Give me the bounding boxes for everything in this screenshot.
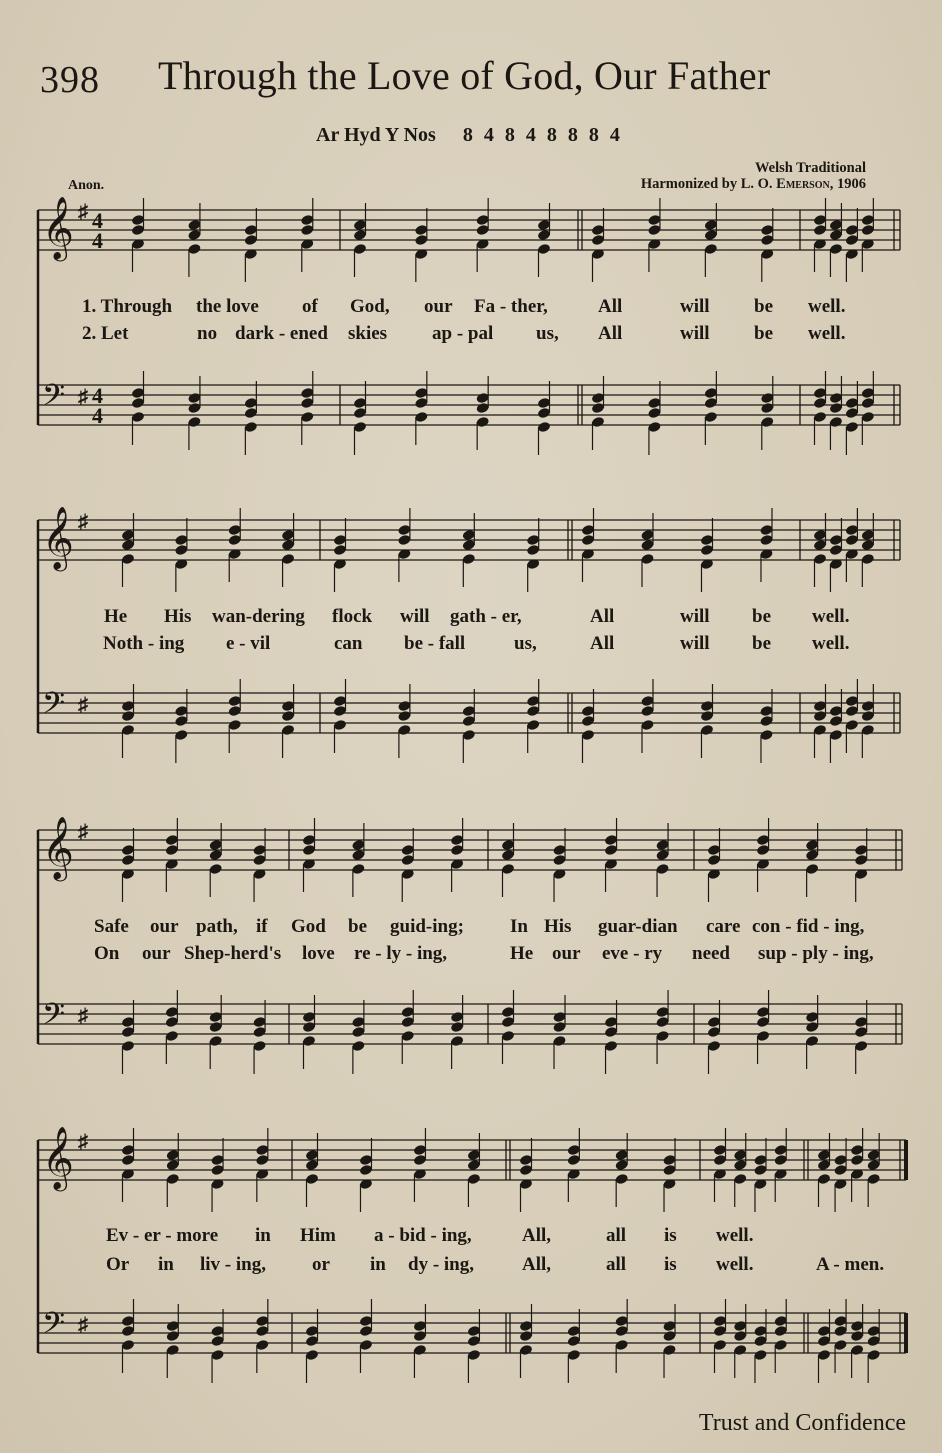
lyric-syllable: All: [590, 633, 615, 654]
treble-clef-icon: 𝄞: [42, 1128, 74, 1188]
lyric-syllable: dark - ened: [235, 323, 328, 344]
harmonizer-year: , 1906: [829, 176, 866, 192]
lyric-syllable: a - bid - ing,: [374, 1225, 472, 1246]
lyric-syllable: is: [664, 1254, 677, 1275]
lyric-syllable: skies: [348, 323, 388, 344]
lyric-line-s4-v1: [0, 1225, 942, 1249]
lyric-syllable: His: [164, 606, 192, 627]
lyric-syllable: guid-ing;: [390, 916, 464, 937]
tune-name: Ar Hyd Y Nos: [316, 124, 436, 146]
lyric-syllable: All: [590, 606, 615, 627]
treble-clef-icon: 𝄞: [42, 198, 74, 258]
lyric-line-s2-v2: [0, 633, 942, 657]
time-signature: 4: [92, 383, 103, 408]
harmonizer-prefix: Harmonized by L. O.: [640, 176, 777, 192]
lyric-syllable: A - men.: [816, 1254, 885, 1275]
lyric-syllable: Noth - ing: [103, 633, 185, 654]
lyric-syllable: all: [606, 1254, 627, 1275]
lyric-syllable: wan-dering: [212, 606, 305, 627]
lyric-syllable: our: [142, 943, 171, 964]
lyric-syllable: Fa - ther,: [474, 296, 548, 317]
lyric-syllable: 1. Through: [82, 296, 173, 317]
bass-clef-icon: 𝄢: [42, 1307, 66, 1347]
lyric-syllable: gath - er,: [450, 606, 522, 627]
lyric-syllable: well.: [808, 323, 846, 344]
lyric-syllable: in: [255, 1225, 271, 1246]
lyric-syllable: re - ly - ing,: [354, 943, 448, 964]
lyric-syllable: in: [158, 1254, 174, 1275]
author-credit: Anon.: [68, 178, 105, 193]
time-signature: 4: [92, 403, 103, 428]
lyric-syllable: e - vil: [226, 633, 271, 654]
lyric-syllable: if: [256, 916, 268, 937]
lyric-syllable: Ev - er - more: [106, 1225, 219, 1246]
lyric-syllable: well.: [716, 1225, 754, 1246]
lyric-syllable: eve - ry: [602, 943, 663, 964]
topic-footer: Trust and Confidence: [698, 1410, 906, 1436]
sharp-key-signature-icon: ♯: [78, 201, 88, 223]
lyric-syllable: God: [291, 916, 326, 937]
lyric-syllable: the love: [196, 296, 259, 317]
lyric-syllable: care: [706, 916, 741, 937]
time-signature: 4: [92, 228, 103, 253]
lyric-syllable: be: [754, 296, 773, 317]
lyric-syllable: or: [312, 1254, 330, 1275]
lyric-syllable: us,: [514, 633, 537, 654]
lyric-syllable: liv - ing,: [200, 1254, 266, 1275]
lyric-syllable: all: [606, 1225, 627, 1246]
lyric-syllable: All,: [522, 1225, 552, 1246]
meter: 8 4 8 4 8 8 8 4: [462, 124, 623, 146]
lyric-syllable: our: [552, 943, 581, 964]
lyric-syllable: con - fid - ing,: [752, 916, 865, 937]
sharp-key-signature-icon: ♯: [78, 694, 88, 716]
lyric-syllable: Or: [106, 1254, 130, 1275]
lyric-syllable: God,: [350, 296, 390, 317]
lyric-syllable: ap - pal: [432, 323, 494, 344]
lyric-syllable: will: [680, 296, 710, 317]
time-signature: 4: [92, 208, 103, 233]
lyric-syllable: be: [752, 633, 771, 654]
bass-clef-icon: 𝄢: [42, 379, 66, 419]
lyric-line-s3-v1: [0, 916, 942, 940]
lyric-syllable: 2. Let: [82, 323, 129, 344]
lyric-syllable: well.: [716, 1254, 754, 1275]
lyric-syllable: no: [197, 323, 218, 344]
lyric-syllable: He: [104, 606, 128, 627]
lyric-syllable: be: [754, 323, 773, 344]
lyric-syllable: All: [598, 323, 623, 344]
lyric-syllable: can: [334, 633, 363, 654]
lyric-syllable: will: [680, 606, 710, 627]
lyric-line-s2-v1: [0, 606, 942, 630]
lyric-syllable: of: [302, 296, 318, 317]
lyric-syllable: Safe: [94, 916, 129, 937]
sharp-key-signature-icon: ♯: [78, 1005, 88, 1027]
lyric-syllable: He: [510, 943, 534, 964]
lyric-syllable: us,: [536, 323, 559, 344]
lyric-syllable: need: [692, 943, 730, 964]
lyric-syllable: will: [680, 323, 710, 344]
bass-clef-icon: 𝄢: [42, 687, 66, 727]
bass-clef-icon: 𝄢: [42, 998, 66, 1038]
lyric-syllable: our: [150, 916, 179, 937]
lyric-syllable: be - fall: [404, 633, 466, 654]
lyric-syllable: our: [424, 296, 453, 317]
lyric-syllable: love: [302, 943, 335, 964]
sharp-key-signature-icon: ♯: [78, 386, 88, 408]
lyric-syllable: guar-dian: [598, 916, 678, 937]
lyric-syllable: flock: [332, 606, 373, 627]
lyric-syllable: Shep-herd's: [184, 943, 282, 964]
treble-clef-icon: 𝄞: [42, 508, 74, 568]
lyric-syllable: All: [598, 296, 623, 317]
lyric-syllable: All,: [522, 1254, 552, 1275]
lyric-syllable: On: [94, 943, 120, 964]
lyric-syllable: well.: [812, 633, 850, 654]
lyric-syllable: in: [370, 1254, 386, 1275]
lyric-syllable: will: [400, 606, 430, 627]
lyric-syllable: is: [664, 1225, 677, 1246]
lyric-syllable: well.: [812, 606, 850, 627]
lyric-syllable: path,: [196, 916, 238, 937]
lyric-syllable: be: [752, 606, 771, 627]
lyric-syllable: well.: [808, 296, 846, 317]
lyric-line-s1-v1: [0, 296, 942, 320]
lyric-syllable: be: [348, 916, 367, 937]
lyric-syllable: In: [510, 916, 528, 937]
sharp-key-signature-icon: ♯: [78, 1314, 88, 1336]
hymn-title: Through the Love of God, Our Father: [158, 53, 771, 98]
harmonizer-name: Emerson: [776, 176, 830, 192]
lyric-syllable: will: [680, 633, 710, 654]
source-origin: Welsh Traditional: [754, 160, 866, 176]
treble-clef-icon: 𝄞: [42, 818, 74, 878]
sharp-key-signature-icon: ♯: [78, 1131, 88, 1153]
lyric-syllable: Him: [300, 1225, 336, 1246]
lyric-line-s1-v2: [0, 323, 942, 347]
lyric-line-s3-v2: [0, 943, 942, 967]
lyric-syllable: sup - ply - ing,: [758, 943, 874, 964]
hymn-number: 398: [40, 59, 100, 101]
sharp-key-signature-icon: ♯: [78, 821, 88, 843]
lyric-syllable: dy - ing,: [408, 1254, 474, 1275]
lyric-syllable: His: [544, 916, 572, 937]
sharp-key-signature-icon: ♯: [78, 511, 88, 533]
lyric-line-s4-v2: [0, 1254, 942, 1278]
